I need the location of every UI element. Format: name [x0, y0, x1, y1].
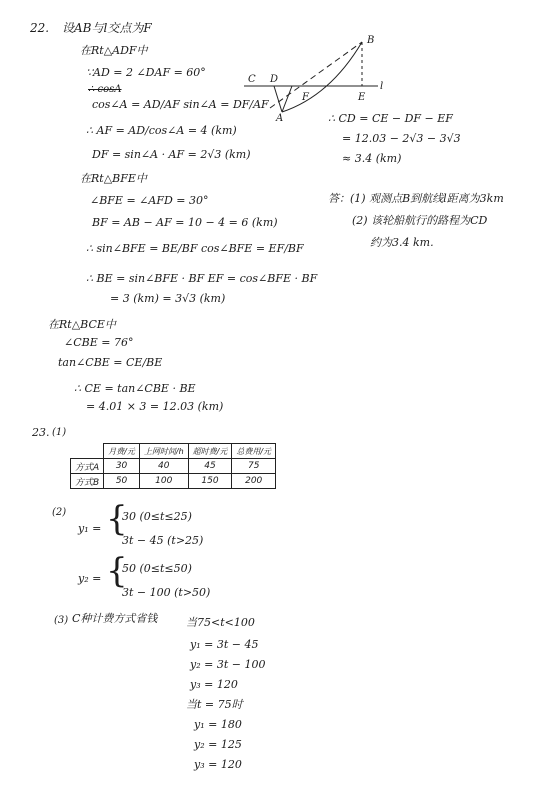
diagram-label-c: C: [248, 74, 256, 85]
q22-line-5: ∴ AF = AD/cos∠A = 4 (km): [86, 124, 237, 137]
q22-line-4: cos∠A = AD/AF sin∠A = DF/AF: [92, 98, 269, 111]
diagram-label-b: B: [367, 35, 375, 46]
diagram-label-d: D: [270, 74, 279, 85]
q22-struck-line: ∴ cosA: [88, 84, 122, 95]
diagram-label-e: E: [358, 92, 366, 103]
table-cell: 40: [139, 459, 188, 474]
y2-case-2: 3t − 100 (t>50): [122, 586, 211, 599]
q23-part-3-text: C种计费方式省钱: [72, 612, 158, 625]
q22-line-14: ∠CBE = 76°: [64, 336, 134, 349]
q22-line-16: ∴ CE = tan∠CBE · BE: [74, 382, 196, 395]
q23-col-7: y₂ = 125: [194, 738, 242, 751]
q22-line-9: BF = AB − AF = 10 − 4 = 6 (km): [92, 216, 278, 229]
q22-right-2: = 12.03 − 2√3 − 3√3: [342, 132, 461, 145]
y2-case-1: 50 (0≤t≤50): [122, 562, 192, 575]
table-cell: 30: [104, 459, 140, 474]
q22-line-10: ∴ sin∠BFE = BE/BF cos∠BFE = EF/BF: [86, 242, 304, 255]
table-header-cell: 上网时间/h: [139, 444, 188, 459]
q23-col-4: y₃ = 120: [190, 678, 238, 691]
table-cell: 方式B: [71, 474, 104, 489]
table-row: [71, 459, 276, 474]
q22-answer-1: 答：(1) 观测点B到航线l距离为3km: [328, 192, 504, 205]
q22-line-15: tan∠CBE = CE/BE: [58, 356, 163, 369]
table-cell: 150: [188, 474, 232, 489]
q23-part-1: (1): [52, 427, 67, 438]
q23-col-1: 当75<t<100: [186, 616, 255, 629]
q22-right-1: ∴ CD = CE − DF − EF: [328, 112, 453, 125]
q23-col-8: y₃ = 120: [194, 758, 242, 771]
table-cell: 100: [139, 474, 188, 489]
y2-brace: {: [106, 551, 128, 591]
q23-col-2: y₁ = 3t − 45: [190, 638, 259, 651]
table-cell: 方式A: [71, 459, 104, 474]
q22-line-1: 在Rt△ADF中: [80, 44, 148, 57]
q22-line-7: 在Rt△BFE中: [80, 172, 147, 185]
table-header-cell: 月费/元: [104, 444, 140, 459]
q22-answer-2: (2) 该轮船航行的路程为CD: [352, 214, 488, 227]
y1-case-2: 3t − 45 (t>25): [122, 534, 204, 547]
diagram-label-f: F: [302, 92, 309, 103]
q22-answer-3: 约为3.4 km.: [370, 236, 434, 249]
table-header-row: [71, 444, 276, 459]
table-header-cell: 总费用/元: [232, 444, 276, 459]
diagram-label-a: A: [276, 113, 284, 124]
q23-col-3: y₂ = 3t − 100: [190, 658, 266, 671]
y1-brace: {: [106, 499, 128, 539]
table-cell: 75: [232, 459, 276, 474]
q23-part-3: (3): [54, 615, 69, 626]
q23-part-2: (2): [52, 507, 67, 518]
q22-line-6: DF = sin∠A · AF = 2√3 (km): [92, 148, 251, 161]
q22-line-17: = 4.01 × 3 = 12.03 (km): [86, 400, 224, 413]
q22-line-11: ∴ BE = sin∠BFE · BF EF = cos∠BFE · BF: [86, 272, 318, 285]
q22-right-3: ≈ 3.4 (km): [342, 152, 402, 165]
y1-label: y₁ =: [78, 522, 102, 535]
y1-case-1: 30 (0≤t≤25): [122, 510, 192, 523]
q22-number: 22.: [30, 21, 50, 35]
table-cell: 50: [104, 474, 140, 489]
q23-number: 23.: [32, 426, 50, 439]
table-cell: 200: [232, 474, 276, 489]
q22-line-2: ∵AD = 2 ∠DAF = 60°: [86, 66, 206, 79]
fee-table: [70, 443, 276, 489]
q23-col-5: 当t = 75时: [186, 698, 243, 711]
q22-line-8: ∠BFE = ∠AFD = 30°: [90, 194, 209, 207]
q22-line-0: 设AB与l交点为F: [62, 21, 152, 35]
table-row: [71, 474, 276, 489]
table-header-cell: 超时费/元: [188, 444, 232, 459]
q23-col-6: y₁ = 180: [194, 718, 242, 731]
q22-line-12: = 3 (km) = 3√3 (km): [110, 292, 226, 305]
q22-line-13: 在Rt△BCE中: [48, 318, 116, 331]
table-header-cell: [71, 444, 104, 459]
table-cell: 45: [188, 459, 232, 474]
diagram-label-l: l: [380, 81, 384, 92]
y2-label: y₂ =: [78, 572, 102, 585]
